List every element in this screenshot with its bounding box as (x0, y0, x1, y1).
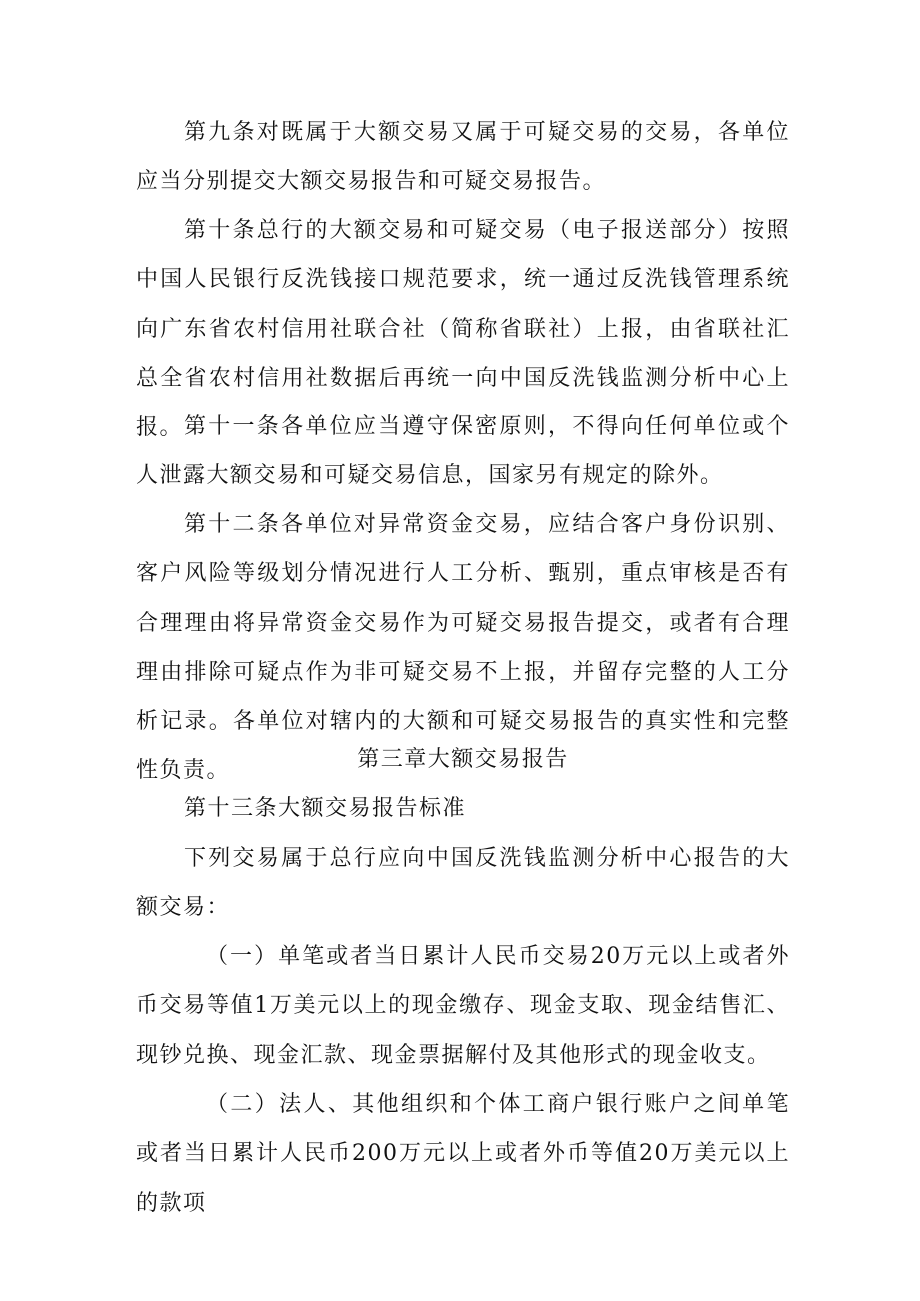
article-11-paragraph: 第十一条各单位应当遵守保密原则，不得向任何单位或个人泄露大额交易和可疑交易信息，国家另有规定的除外。 (136, 414, 790, 489)
item-1-paragraph: （一）单笔或者当日累计人民币交易20万元以上或者外币交易等值1万美元以上的现金缴存、现金支取、现金结售汇、现钞兑换、现金汇款、现金票据解付及其他形式的现金收支。 (136, 944, 790, 1068)
article-13-heading: 第十三条大额交易报告标准 (184, 796, 467, 821)
article-9-paragraph: 第九条对既属于大额交易又属于可疑交易的交易，各单位应当分别提交大额交易报告和可疑交易报告。 (136, 120, 790, 195)
article-10-paragraph: 第十条总行的大额交易和可疑交易（电子报送部分）按照中国人民银行反洗钱接口规范要求，统一通过反洗钱管理系统向广东省农村信用社联合社（简称省联社）上报，由省联社汇总全省农村信用社数据后再统一向中国反洗钱监测分析中心上报。 (136, 218, 790, 441)
large-transaction-intro: 下列交易属于总行应向中国反洗钱监测分析中心报告的大额交易： (136, 846, 790, 921)
chapter-3-heading: 第三章大额交易报告 (357, 747, 569, 772)
article-12-paragraph: 第十二条各单位对异常资金交易，应结合客户身份识别、客户风险等级划分情况进行人工分析、甄别，重点审核是否有合理理由将异常资金交易作为可疑交易报告提交，或者有合理理由排除可疑点作为非可疑交易不上报，并留存完整的人工分析记录。各单位对辖内的大额和可疑交易报告的真实性和完整性负责。 (136, 512, 790, 784)
item-2-paragraph: （二）法人、其他组织和个体工商户银行账户之间单笔或者当日累计人民币200万元以上或者外币等值20万美元以上的款项 (136, 1092, 790, 1216)
